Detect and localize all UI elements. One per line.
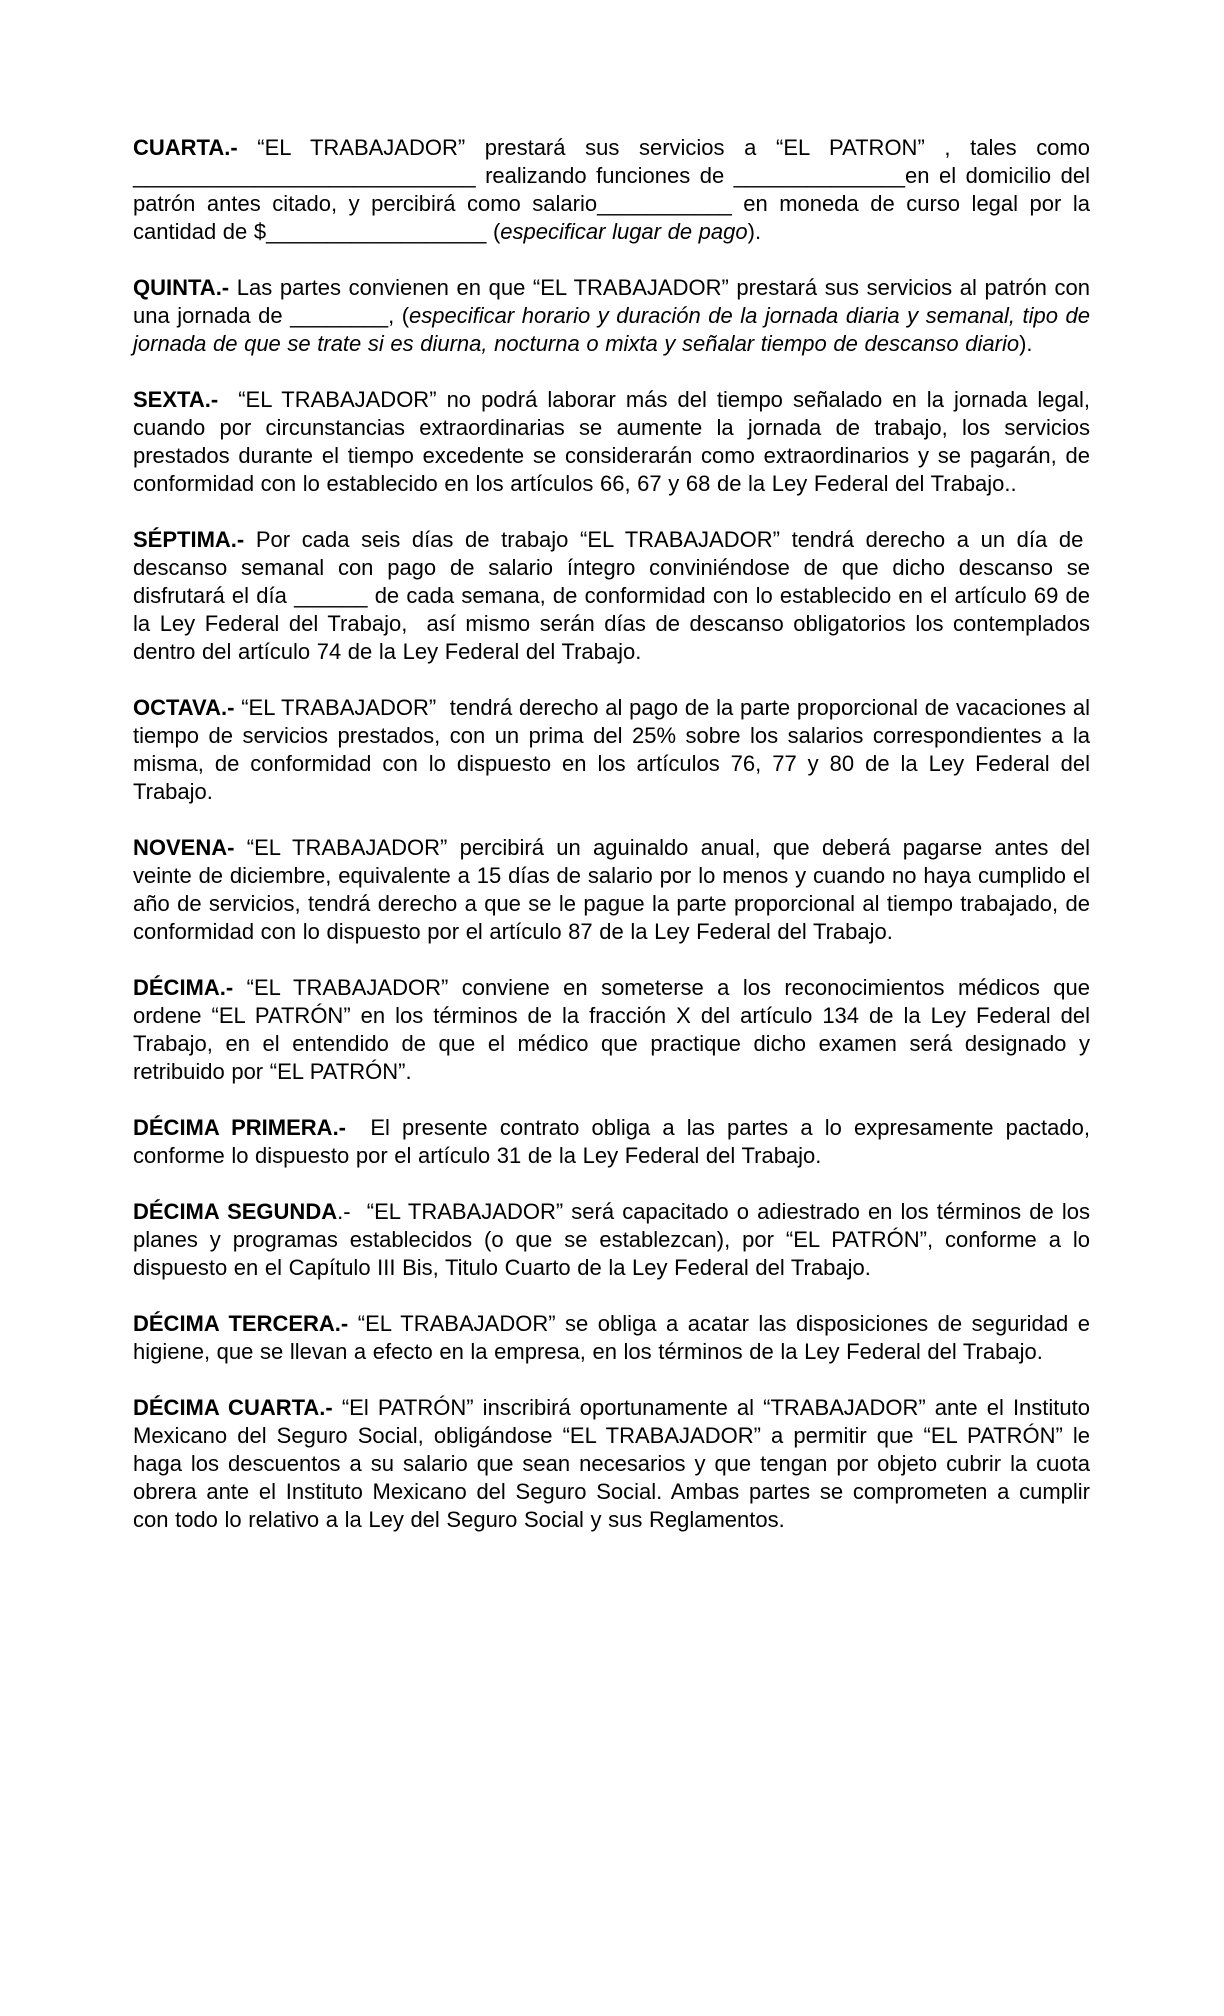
clause-body-text: “EL TRABAJADOR” se obliga a acatar las disposiciones de seguridad e higiene, que se llevan a efecto en la empresa, en los términos de la Ley Federal del Trabajo.: [133, 1311, 1097, 1364]
clause-paragraph-quinta: [133, 274, 1097, 358]
clause-body-text: “EL TRABAJADOR” no podrá laborar más del tiempo señalado en la jornada legal, cuando por circunstancias extraordinarias se aumente la jornada de trabajo, los servicios prestados durante el tiempo excedente se considerarán como extraordinarios y se pagarán, de conformidad con lo establecido en los artículos 66, 67 y 68 de la Ley Federal del Trabajo..: [133, 387, 1097, 496]
clause-heading: NOVENA-: [133, 835, 235, 860]
clause-body-text: Por cada seis días de trabajo “EL TRABAJADOR” tendrá derecho a un día de descanso semanal con pago de salario íntegro conviniéndose de que dicho descanso se disfrutará el día ______ de cada semana, de conformidad con lo establecido en el artículo 69 de la Ley Federal del Trabajo, así mismo serán días de descanso obligatorios los contemplados dentro del artículo 74 de la Ley Federal del Trabajo.: [133, 527, 1097, 664]
clause-paragraph-decima: [133, 974, 1097, 1086]
clause-heading: OCTAVA.-: [133, 695, 235, 720]
clause-body-text: El presente contrato obliga a las partes a lo expresamente pactado, conforme lo dispuesto por el artículo 31 de la Ley Federal del Trabajo.: [133, 1115, 1097, 1168]
clause-body-text: “EL TRABAJADOR” tendrá derecho al pago de la parte proporcional de vacaciones al tiempo de servicios prestados, con un prima del 25% sobre los salarios correspondientes a la misma, de conformidad con lo dispuesto en los artículos 76, 77 y 80 de la Ley Federal del Trabajo.: [133, 695, 1097, 804]
clause-paragraph-cuarta: [133, 134, 1097, 246]
clause-paragraph-octava: [133, 694, 1097, 806]
clause-heading: DÉCIMA SEGUNDA: [133, 1199, 338, 1224]
clause-instruction-text: especificar lugar de pago: [500, 219, 748, 244]
clause-paragraph-sexta: [133, 386, 1097, 498]
clause-body-text: “EL TRABAJADOR” percibirá un aguinaldo anual, que deberá pagarse antes del veinte de diciembre, equivalente a 15 días de salario por lo menos y cuando no haya cumplido el año de servicios, tendrá derecho a que se le pague la parte proporcional al tiempo trabajado, de conformidad con lo dispuesto por el artículo 87 de la Ley Federal del Trabajo.: [133, 835, 1097, 944]
contract-clauses-body: [133, 134, 1097, 1562]
clause-body-text: Las partes convienen en que “EL TRABAJADOR” prestará sus servicios al patrón con una jornada de ________, (: [133, 275, 1097, 328]
clause-heading: DÉCIMA TERCERA.-: [133, 1311, 349, 1336]
clause-heading: SÉPTIMA.-: [133, 527, 245, 552]
clause-heading: DÉCIMA PRIMERA.-: [133, 1115, 347, 1140]
clause-heading: SEXTA.-: [133, 387, 219, 412]
clause-body-text: “El PATRÓN” inscribirá oportunamente al “TRABAJADOR” ante el Instituto Mexicano del Seguro Social, obligándose “EL TRABAJADOR” a permitir que “EL PATRÓN” le haga los descuentos a su salario que sean necesarios y que tengan por objeto cubrir la cuota obrera ante el Instituto Mexicano del Seguro Social. Ambas partes se comprometen a cumplir con todo lo relativo a la Ley del Seguro Social y sus Reglamentos.: [133, 1395, 1097, 1532]
clause-body-text: “EL TRABAJADOR” conviene en someterse a los reconocimientos médicos que ordene “EL PATRÓN” en los términos de la fracción X del artículo 134 de la Ley Federal del Trabajo, en el entendido de que el médico que practique dicho examen será designado y retribuido por “EL PATRÓN”.: [133, 975, 1097, 1084]
clause-heading: QUINTA.-: [133, 275, 230, 300]
clause-body-text: .- “EL TRABAJADOR” será capacitado o adiestrado en los términos de los planes y programas establecidos (o que se establezcan), por “EL PATRÓN”, conforme a lo dispuesto en el Capítulo III Bis, Titulo Cuarto de la Ley Federal del Trabajo.: [133, 1199, 1097, 1280]
clause-paragraph-novena: [133, 834, 1097, 946]
clause-paragraph-decima-segunda: [133, 1198, 1097, 1282]
clause-body-text: “EL TRABAJADOR” prestará sus servicios a “EL PATRON” , tales como ____________________________ realizando funciones de ______________en el domicilio del patrón antes citado, y percibirá como salario___________ en moneda de curso legal por la cantidad de $__________________ (: [133, 135, 1097, 244]
clause-paragraph-decima-primera: [133, 1114, 1097, 1170]
clause-body-text: ).: [1019, 331, 1033, 356]
clause-heading: CUARTA.-: [133, 135, 238, 160]
clause-heading: DÉCIMA.-: [133, 975, 234, 1000]
clause-paragraph-septima: [133, 526, 1097, 666]
clause-paragraph-decima-tercera: [133, 1310, 1097, 1366]
clause-heading: DÉCIMA CUARTA.-: [133, 1395, 333, 1420]
clause-paragraph-decima-cuarta: [133, 1394, 1097, 1534]
clause-instruction-text: especificar horario y duración de la jornada diaria y semanal, tipo de jornada de que se trate si es diurna, nocturna o mixta y señalar tiempo de descanso diario: [133, 303, 1097, 356]
clause-body-text: ).: [747, 219, 762, 244]
